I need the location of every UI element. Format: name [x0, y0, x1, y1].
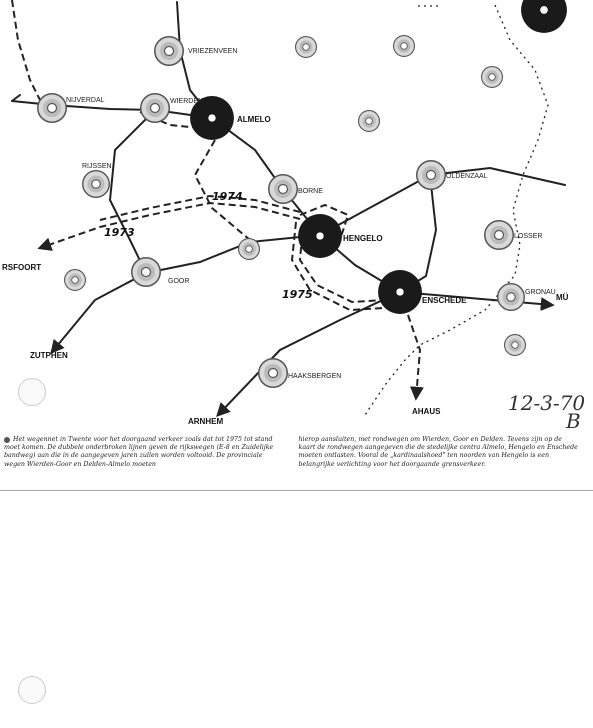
town-marker-oldenzaal: [417, 161, 446, 190]
caption: [4, 436, 579, 469]
caption-right-column: [299, 436, 580, 469]
punch-hole-bottom: [18, 676, 46, 704]
town-marker-borne: [269, 175, 298, 204]
label-amersfoort: RSFOORT: [2, 263, 42, 272]
label-hengelo: HENGELO: [343, 234, 383, 243]
label-vriezenveen: VRIEZENVEEN: [188, 48, 238, 55]
town-marker-small-3: [505, 335, 526, 356]
label-losser: LOSSER: [514, 233, 543, 240]
city-marker-hengelo: [298, 214, 342, 258]
label-oldenzaal: OLDENZAAL: [446, 173, 488, 180]
road-west-short: [12, 95, 20, 101]
dashed-1974-a: [100, 196, 300, 220]
town-marker-small-2: [65, 270, 86, 291]
road-enschede-arnhem: [218, 292, 400, 415]
label-arnhem: ARNHEM: [188, 417, 224, 426]
year-1974: 1974: [212, 190, 243, 203]
bullet-icon: [4, 437, 10, 443]
year-1973: 1973: [104, 226, 135, 239]
road-almelo-borne-hengelo: [212, 118, 320, 235]
town-marker-rijssen: [83, 171, 110, 198]
dashed-enschede-ahaus: [408, 315, 420, 398]
label-almelo: ALMELO: [237, 115, 271, 124]
label-rijssen: RIJSSEN: [82, 163, 112, 170]
dashed-north-west: [12, 0, 40, 100]
town-marker-north-e: [482, 67, 503, 88]
town-marker-wierden: [141, 94, 170, 123]
handwritten-initial: B: [566, 409, 581, 430]
town-marker-center: [359, 111, 380, 132]
caption-right-text: hierop aansluiten, met rondwegen om Wierden, Goor en Delden. Tevens zijn op de kaart de rondwegen aangegeven die de stedelijke centra Almelo, Hengelo en Enschede moeten ontlasten. Vooral de „kardinaalshoed" ten noorden van Hengelo is een belangrijke verlichting voor het doorgaande grensverkeer.: [298, 436, 578, 468]
towns: [38, 36, 526, 388]
label-wierden: WIERDEN: [170, 98, 204, 105]
divider-line: [0, 490, 593, 491]
town-marker-goor: [132, 258, 161, 287]
label-enschede: ENSCHEDE: [422, 296, 467, 305]
city-marker-north-east: [521, 0, 567, 33]
handwritten-date: 12-3-70: [508, 391, 586, 415]
label-goor: GOOR: [168, 278, 190, 285]
town-marker-nijverdal: [38, 94, 67, 123]
label-borne: BORNE: [298, 188, 323, 195]
label-gronau: GRONAU: [525, 289, 556, 296]
town-marker-losser: [485, 221, 514, 250]
road-wierden-rijssen-goor: [110, 110, 155, 273]
town-marker-vriezenveen: [155, 37, 184, 66]
town-marker-mid: [394, 36, 415, 57]
caption-left-column: [4, 436, 285, 469]
label-munster: MÜ: [556, 293, 569, 302]
city-marker-enschede: [378, 270, 422, 314]
year-1975: 1975: [282, 288, 313, 301]
town-marker-top: [296, 37, 317, 58]
town-marker-gronau: [498, 284, 525, 311]
punch-hole-top: [18, 378, 46, 406]
label-ahaus: AHAUS: [412, 407, 441, 416]
road-hengelo-goor: [146, 235, 320, 273]
town-marker-small-1: [239, 239, 260, 260]
label-haaksbergen: HAAKSBERGEN: [288, 373, 342, 380]
caption-left-text: Het wegennet in Twente voor het doorgaand verkeer zoals dat tot 1975 tot stand moet komen. De dubbele onderbroken lijnen geven de rijkswegen (E-8 en Zuidelijke bandweg) aan die in de aangegeven jaren zullen worden voltooid. De provinciale wegen Wierden-Goor en Delden-Almelo moeten: [4, 436, 274, 468]
label-zutphen: ZUTPHEN: [30, 351, 68, 360]
label-nijverdal: NIJVERDAL: [66, 97, 105, 104]
town-marker-haaksbergen: [259, 359, 288, 388]
